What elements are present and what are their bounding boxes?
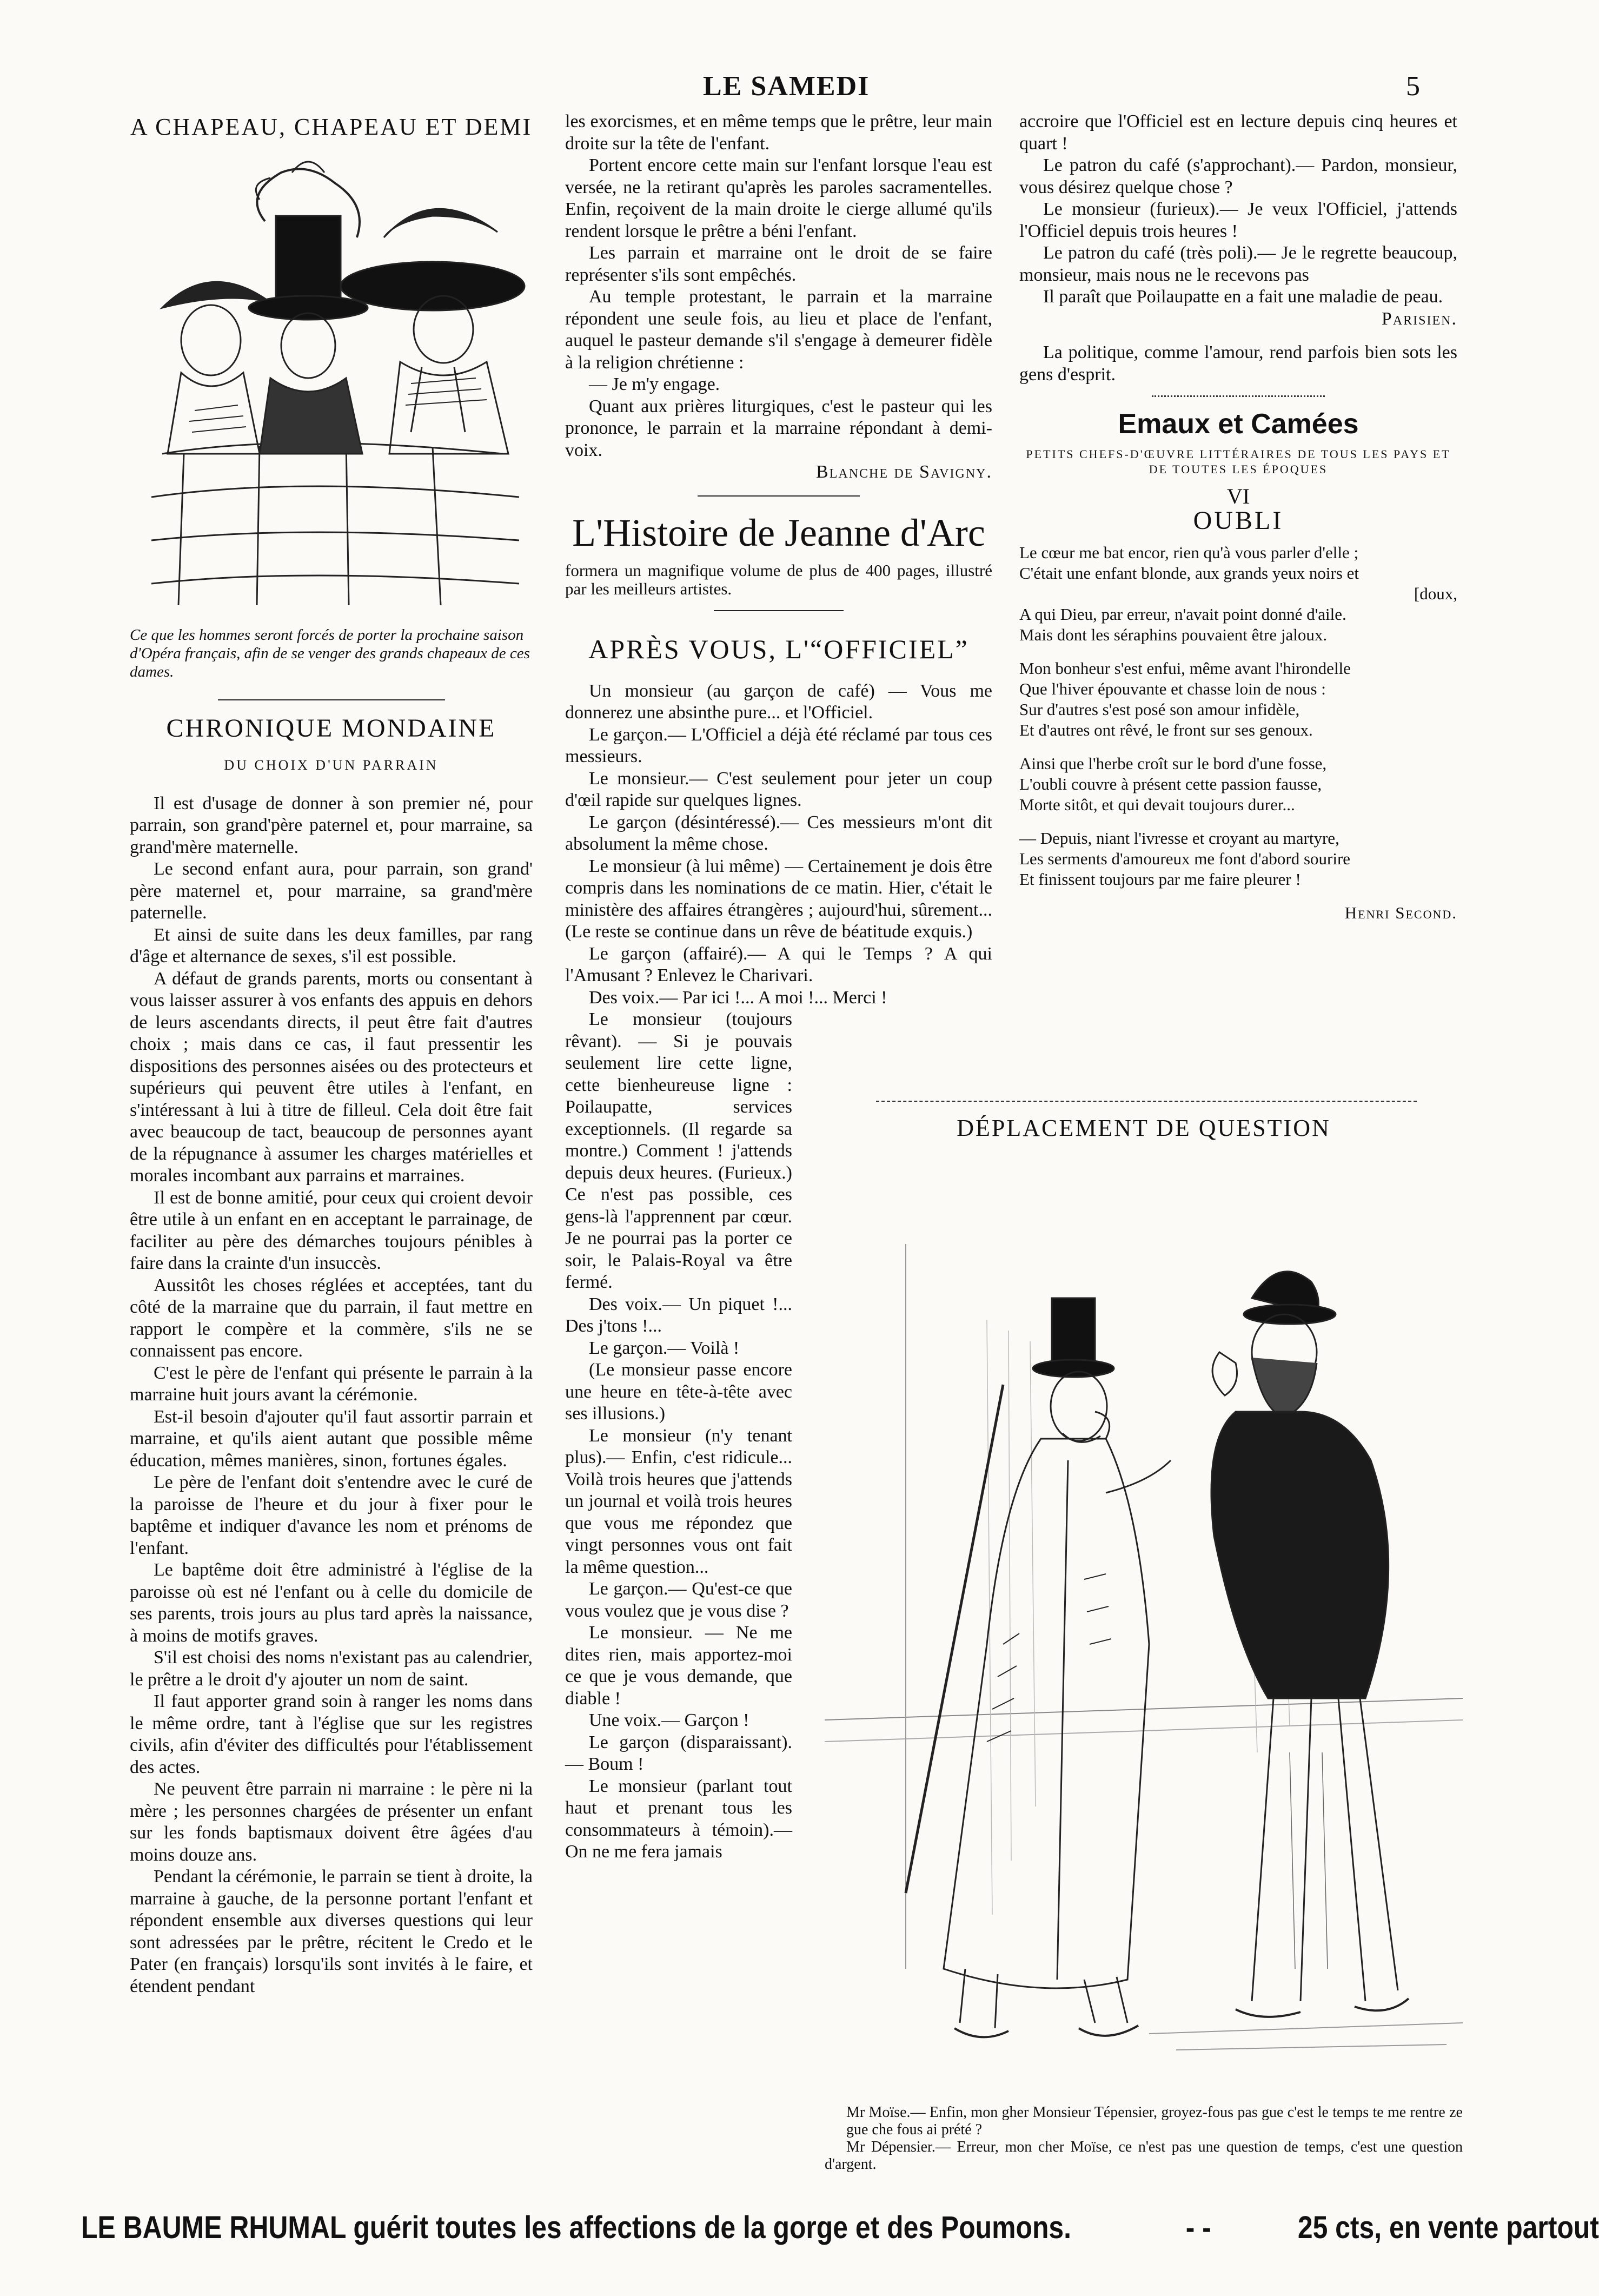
chapeau-illustration	[130, 151, 533, 616]
chronique-paragraph: Pendant la cérémonie, le parrain se tient à droite, la marraine à gauche, de la personne portant l'enfant et répondent ensemble aux diverses questions qui leur sont adressées par le prêtre, récitent le Credo et le Pater (en français) lorsqu'ils sont invités à le faire, et étendent pendant	[130, 1867, 533, 1996]
dialogue-line: Il paraît que Poilaupatte en a fait une maladie de peau.	[1043, 287, 1443, 307]
dialogue-line: Le patron du café (très poli).— Je le regrette beaucoup, monsieur, mais nous ne le recevons pas	[1019, 243, 1457, 285]
chapeau-title: A CHAPEAU, CHAPEAU ET DEMI	[130, 114, 533, 140]
poem-number: VI	[1226, 484, 1250, 508]
dialogue-line: Le garçon.— Voilà !	[589, 1338, 740, 1358]
advert-text: LE BAUME RHUMAL guérit toutes les affections de la gorge et des Poumons.	[81, 2210, 1072, 2245]
dialogue-line: Le monsieur (n'y tenant plus).— Enfin, c'est ridicule... Voilà trois heures que j'attends un journal et voilà trois heures que vous me répondez que vingt personnes vous ont fait la même question...	[565, 1425, 792, 1577]
poem-stanza	[1019, 753, 1457, 815]
poem-stanza	[1019, 542, 1457, 645]
dialogue-continued: accroire que l'Officiel est en lecture depuis cinq heures et quart !	[1019, 111, 1457, 154]
dialogue-line: Des voix.— Un piquet !... Des j'tons !...	[565, 1294, 792, 1336]
poem-line: Et finissent toujours par me faire pleurer !	[1019, 870, 1301, 889]
page-number: 5	[1406, 71, 1420, 102]
divider	[218, 699, 445, 700]
advert-dashes: - -	[1185, 2210, 1211, 2245]
chronique-paragraph: C'est le père de l'enfant qui présente le parrain à la marraine huit jours avant la cérémonie.	[130, 1362, 533, 1405]
poem-author: Henri Second.	[1344, 903, 1457, 922]
caption-line-depensier: Mr Dépensier.— Erreur, mon cher Moïse, ce n'est pas une question de temps, c'est une question d'argent.	[825, 2139, 1463, 2173]
dialogue-line: Le monsieur (parlant tout haut et prenant tous les consommateurs à témoin).— On ne me fera jamais	[565, 1776, 792, 1862]
poem-line: Morte sitôt, et qui devait toujours durer...	[1019, 795, 1295, 814]
chronique-paragraph: Ne peuvent être parrain ni marraine : le père ni la mère ; les personnes chargées de présenter un enfant sur les fonds baptismaux doivent être âgées d'au moins douze ans.	[130, 1779, 533, 1865]
dialogue-line: Le garçon (désintéressé).— Ces messieurs m'ont dit absolument la même chose.	[565, 812, 992, 854]
jeanne-text: formera un magnifique volume de plus de 400 pages, illustré par les meilleurs artistes.	[565, 560, 992, 598]
chronique-paragraph: Les parrain et marraine ont le droit de se faire représenter s'ils sont empêchés.	[565, 243, 992, 285]
divider	[1152, 395, 1325, 397]
poem-line: Les serments d'amoureux me font d'abord sourire	[1019, 849, 1351, 868]
poem-line: Mon bonheur s'est enfui, même avant l'hirondelle	[1019, 659, 1351, 678]
column-1	[130, 111, 533, 1997]
emaux-subtitle: PETITS CHEFS-D'ŒUVRE LITTÉRAIRES DE TOUS LES PAYS ET DE TOUTES LES ÉPOQUES	[1026, 447, 1451, 476]
dialogue-line: Le monsieur (à lui même) — Certainement je dois être compris dans les nominations de ce matin. Hier, c'était le ministère des affaires étrangères ; aujourd'hui, sûrement... (Le reste se continue dans un rêve de béatitude exquis.)	[565, 856, 992, 942]
poem-title: OUBLI	[1193, 506, 1284, 535]
dialogue-line: Un monsieur (au garçon de café) — Vous me donnerez une absinthe pure... et l'Officiel.	[565, 680, 992, 723]
poem-stanza	[1019, 658, 1457, 740]
chronique-paragraph: Est-il besoin d'ajouter qu'il faut assortir parrain et marraine, et qu'ils aient autant que possible même éducation, mêmes manières, sinon, fortunes égales.	[130, 1406, 533, 1471]
poem-line: [doux,	[1414, 584, 1457, 603]
opera-hats-engraving	[130, 151, 533, 616]
cartoon-title: DÉPLACEMENT DE QUESTION	[957, 1115, 1331, 1141]
dialogue-line: Des voix.— Par ici !... A moi !... Merci !	[589, 987, 887, 1008]
chronique-signature: Blanche de Savigny.	[816, 462, 992, 482]
poem-line: A qui Dieu, par erreur, n'avait point donné d'aile.	[1019, 605, 1346, 624]
poem-line: Le cœur me bat encor, rien qu'à vous parler d'elle ;	[1019, 543, 1359, 562]
chronique-paragraph: — Je m'y engage.	[589, 374, 720, 394]
chronique-paragraph: Le second enfant aura, pour parrain, son grand' père maternel et, pour marraine, sa grand'mère paternelle.	[130, 859, 533, 923]
two-gentlemen-drawing	[825, 1157, 1463, 2099]
chronique-paragraph: Au temple protestant, le parrain et la marraine répondent une seule fois, au lieu et place de l'enfant, auquel le pasteur demande s'il s'engage à demeurer fidèle à la religion chrétienne :	[565, 287, 992, 373]
chronique-paragraph: Portent encore cette main sur l'enfant lorsque l'eau est versée, ne la retirant qu'après les paroles sacramentelles. Enfin, reçoivent de la main droite le cierge allumé qu'ils rendent lorsque le prêtre a béni l'enfant.	[565, 155, 992, 241]
chronique-paragraph: Le baptême doit être administré à l'église de la paroisse où est né l'enfant ou à celle du domicile de ses parents, trois jours au plus tard après la naissance, à moins de motifs graves.	[130, 1560, 533, 1646]
dialogue-signature: Parisien.	[1381, 308, 1457, 329]
divider	[714, 610, 844, 611]
dialogue-line: Le monsieur (toujours rêvant). — Si je pouvais seulement lire cette ligne, cette bienheureuse ligne : Poilaupatte, services exceptionnels. (Il regarde sa montre.) Comment ! j'attends depuis deux heures. (Furieux.) Ce n'est pas possible, ces gens-là l'apprennent par cœur. Je ne pourrai pas la porter ce soir, le Palais-Royal va être fermé.	[565, 1009, 792, 1292]
chronique-paragraph: Et ainsi de suite dans les deux familles, par rang d'âge et alternance de sexes, s'il est possible.	[130, 924, 533, 967]
chronique-paragraph: Quant aux prières liturgiques, c'est le pasteur qui les prononce, le parrain et la marraine répondant à demi-voix.	[565, 396, 992, 460]
poem-line: L'oubli couvre à présent cette passion fausse,	[1019, 775, 1322, 793]
chronique-subtitle: DU CHOIX D'UN PARRAIN	[224, 757, 439, 773]
caption-line-moise: Mr Moïse.— Enfin, mon gher Monsieur Tépensier, groyez-fous pas gue c'est le temps te me rentre ze gue che fous ai prété ?	[846, 2104, 1463, 2138]
maxim: La politique, comme l'amour, rend parfois bien sots les gens d'esprit.	[1019, 342, 1457, 385]
chronique-paragraph: Le père de l'enfant doit s'entendre avec le curé de la paroisse de l'heure et du jour à fixer pour le baptême et indiquer d'avance les nom et prénoms de l'enfant.	[130, 1472, 533, 1558]
dialogue-line: (Le monsieur passe encore une heure en tête-à-tête avec ses illusions.)	[565, 1360, 792, 1424]
poem	[1019, 542, 1457, 923]
dialogue-line: Le garçon (disparaissant).— Boum !	[565, 1732, 792, 1774]
poem-line: C'était une enfant blonde, aux grands yeux noirs et	[1019, 564, 1359, 583]
chronique-title: CHRONIQUE MONDAINE	[166, 714, 496, 743]
poem-stanza	[1019, 828, 1457, 890]
dialogue-line: Le garçon.— Qu'est-ce que vous voulez que je vous dise ?	[565, 1579, 792, 1621]
chapeau-caption: Ce que les hommes seront forcés de porter la prochaine saison d'Opéra français, afin de se venger des grands chapeaux de ces dames.	[130, 626, 530, 680]
poem-line: Mais dont les séraphins pouvaient être jaloux.	[1019, 625, 1328, 644]
running-head	[0, 70, 1539, 108]
dialogue-line: Le monsieur. — Ne me dites rien, mais apportez-moi ce que je vous demande, que diable !	[565, 1623, 792, 1709]
cartoon-caption	[825, 2104, 1463, 2173]
dialogue-line: Le monsieur (furieux).— Je veux l'Officiel, j'attends l'Officiel depuis trois heures !	[1019, 199, 1457, 241]
apres-title: APRÈS VOUS, L'“OFFICIEL”	[588, 633, 969, 664]
journal-title: LE SAMEDI	[703, 71, 870, 102]
chronique-paragraph: Aussitôt les choses réglées et acceptées, tant du côté de la marraine que du parrain, il faut mettre en rapport le compère et la commère, s'ils ne se connaissent pas encore.	[130, 1275, 533, 1361]
poem-line: Que l'hiver épouvante et chasse loin de nous :	[1019, 679, 1326, 698]
dialogue-line: Le garçon (affairé).— A qui le Temps ? A qui l'Amusant ? Enlevez le Charivari.	[565, 943, 992, 985]
advertisement	[81, 2209, 1599, 2253]
dialogue-line: Le patron du café (s'approchant).— Pardon, monsieur, vous désirez quelque chose ?	[1019, 155, 1457, 197]
column-3	[1019, 111, 1457, 923]
cartoon-illustration	[825, 1157, 1463, 2099]
jeanne-title: L'Histoire de Jeanne d'Arc	[572, 511, 985, 554]
chronique-paragraph: Il est d'usage de donner à son premier né, pour parrain, son grand'père paternel et, pour marraine, sa grand'mère maternelle.	[130, 793, 533, 857]
divider	[876, 1101, 1417, 1102]
chronique-paragraph: S'il est choisi des noms n'existant pas au calendrier, le prêtre a le droit d'y ajouter un nom de saint.	[130, 1647, 533, 1690]
poem-line: Ainsi que l'herbe croît sur le bord d'une fosse,	[1019, 754, 1327, 773]
advert-price: 25 cts, en vente partout	[1297, 2210, 1599, 2245]
narrow-dialogue	[565, 1009, 792, 1863]
poem-line: Sur d'autres s'est posé son amour infidèle,	[1019, 700, 1300, 719]
poem-line: — Depuis, niant l'ivresse et croyant au martyre,	[1019, 829, 1339, 848]
chronique-paragraph: Il est de bonne amitié, pour ceux qui croient devoir être utile à un enfant en en acceptant le parrainage, de faciliter au père des démarches toujours pénibles à faire dans la crainte d'un insuccès.	[130, 1187, 533, 1273]
poem-line: Et d'autres ont rêvé, le front sur ses genoux.	[1019, 720, 1313, 739]
emaux-title: Emaux et Camées	[1118, 408, 1359, 440]
chronique-continued: les exorcismes, et en même temps que le prêtre, leur main droite sur la tête de l'enfant.	[565, 111, 992, 154]
dialogue-line: Le monsieur.— C'est seulement pour jeter un coup d'œil rapide sur quelques lignes.	[565, 768, 992, 810]
dialogue-line: Le garçon.— L'Officiel a déjà été réclamé par tous ces messieurs.	[565, 724, 992, 766]
dialogue-line: Une voix.— Garçon !	[589, 1710, 749, 1730]
chronique-paragraph: A défaut de grands parents, morts ou consentant à vous laisser assurer à vos enfants des appuis en dehors de leurs ascendants directs, il peut être fait d'autres choix ; mais dans ce cas, il faut pressentir les dispositions des personnes aisées ou des protecteurs et supérieurs qui peuvent être utiles à l'enfant, en s'intéressant à lui à titre de filleul. Cela doit être fait avec beaucoup de tact, beaucoup de personnes ayant de la répugnance à assumer les charges matérielles et morales incombant aux parrains et marraines.	[130, 968, 533, 1186]
divider	[698, 495, 860, 497]
chronique-paragraph: Il faut apporter grand soin à ranger les noms dans le même ordre, tant à l'église que sur les registres civils, afin d'éviter des difficultés pour l'établissement des actes.	[130, 1691, 533, 1777]
